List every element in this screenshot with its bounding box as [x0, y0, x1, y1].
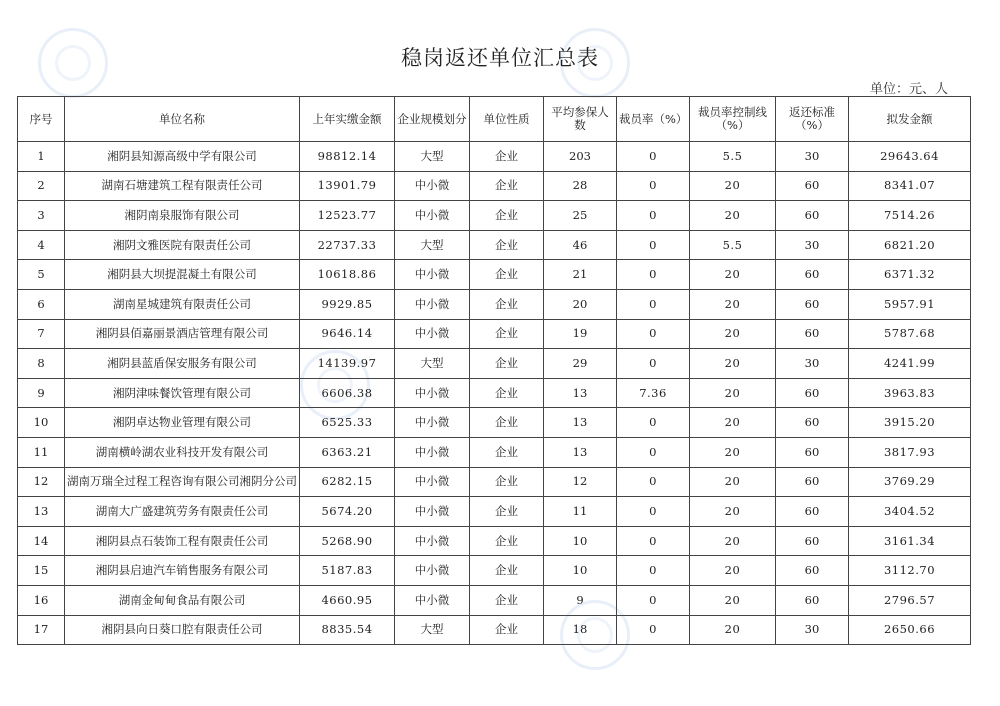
cell-name: 湖南石塘建筑工程有限责任公司 [65, 171, 300, 201]
cell-layoff-rate: 0 [617, 408, 690, 438]
cell-amount: 29643.64 [849, 142, 971, 172]
cell-nature: 企业 [470, 408, 544, 438]
cell-nature: 企业 [470, 437, 544, 467]
table-row [18, 349, 971, 379]
col-header-return-std: 返还标准（%） [776, 97, 849, 142]
cell-scale: 中小微 [395, 467, 470, 497]
cell-amount: 6821.20 [849, 230, 971, 260]
cell-nature: 企业 [470, 378, 544, 408]
cell-nature: 企业 [470, 556, 544, 586]
col-header-layoff-line: 裁员率控制线（%） [690, 97, 776, 142]
cell-paid: 8835.54 [300, 615, 395, 645]
cell-paid: 22737.33 [300, 230, 395, 260]
table-row [18, 142, 971, 172]
cell-nature: 企业 [470, 467, 544, 497]
cell-paid: 6363.21 [300, 437, 395, 467]
cell-nature: 企业 [470, 615, 544, 645]
cell-amount: 3161.34 [849, 526, 971, 556]
cell-insured: 20 [544, 289, 617, 319]
cell-nature: 企业 [470, 497, 544, 527]
cell-amount: 3404.52 [849, 497, 971, 527]
cell-nature: 企业 [470, 319, 544, 349]
cell-paid: 4660.95 [300, 585, 395, 615]
col-header-scale: 企业规模划分 [395, 97, 470, 142]
table-row [18, 497, 971, 527]
cell-return-std: 60 [776, 201, 849, 231]
cell-nature: 企业 [470, 201, 544, 231]
cell-return-std: 60 [776, 497, 849, 527]
cell-layoff-line: 20 [690, 289, 776, 319]
cell-index: 12 [18, 467, 65, 497]
cell-layoff-rate: 0 [617, 319, 690, 349]
cell-index: 3 [18, 201, 65, 231]
cell-layoff-rate: 0 [617, 526, 690, 556]
cell-layoff-line: 5.5 [690, 230, 776, 260]
cell-layoff-rate: 0 [617, 171, 690, 201]
cell-scale: 中小微 [395, 437, 470, 467]
cell-return-std: 60 [776, 408, 849, 438]
cell-scale: 中小微 [395, 260, 470, 290]
cell-insured: 13 [544, 378, 617, 408]
cell-name: 湘阴县启迪汽车销售服务有限公司 [65, 556, 300, 586]
cell-return-std: 30 [776, 615, 849, 645]
table-row [18, 378, 971, 408]
cell-scale: 中小微 [395, 289, 470, 319]
table-row [18, 437, 971, 467]
cell-name: 湘阴津味餐饮管理有限公司 [65, 378, 300, 408]
cell-index: 13 [18, 497, 65, 527]
cell-paid: 12523.77 [300, 201, 395, 231]
col-header-layoff-rate: 裁员率（%） [617, 97, 690, 142]
summary-table [17, 96, 971, 645]
cell-layoff-rate: 0 [617, 585, 690, 615]
cell-insured: 28 [544, 171, 617, 201]
cell-amount: 3963.83 [849, 378, 971, 408]
cell-amount: 5787.68 [849, 319, 971, 349]
cell-index: 5 [18, 260, 65, 290]
cell-paid: 6525.33 [300, 408, 395, 438]
cell-insured: 10 [544, 556, 617, 586]
col-header-amount: 拟发金额 [849, 97, 971, 142]
cell-return-std: 60 [776, 437, 849, 467]
cell-name: 湘阴县佰嘉丽景酒店管理有限公司 [65, 319, 300, 349]
cell-nature: 企业 [470, 142, 544, 172]
col-header-paid: 上年实缴金额 [300, 97, 395, 142]
cell-scale: 中小微 [395, 556, 470, 586]
cell-name: 湘阴县蓝盾保安服务有限公司 [65, 349, 300, 379]
col-header-name: 单位名称 [65, 97, 300, 142]
cell-return-std: 30 [776, 349, 849, 379]
page-title: 稳岗返还单位汇总表 [401, 46, 599, 70]
cell-return-std: 60 [776, 260, 849, 290]
cell-layoff-rate: 0 [617, 289, 690, 319]
cell-layoff-line: 20 [690, 615, 776, 645]
cell-scale: 大型 [395, 142, 470, 172]
cell-scale: 中小微 [395, 585, 470, 615]
cell-return-std: 60 [776, 585, 849, 615]
cell-name: 湖南星城建筑有限责任公司 [65, 289, 300, 319]
cell-return-std: 60 [776, 556, 849, 586]
cell-insured: 29 [544, 349, 617, 379]
cell-amount: 7514.26 [849, 201, 971, 231]
cell-paid: 9929.85 [300, 289, 395, 319]
cell-nature: 企业 [470, 230, 544, 260]
cell-return-std: 60 [776, 378, 849, 408]
cell-index: 8 [18, 349, 65, 379]
cell-return-std: 60 [776, 289, 849, 319]
cell-layoff-line: 20 [690, 497, 776, 527]
table-row [18, 171, 971, 201]
cell-layoff-rate: 0 [617, 230, 690, 260]
cell-scale: 中小微 [395, 526, 470, 556]
cell-paid: 5268.90 [300, 526, 395, 556]
cell-scale: 中小微 [395, 408, 470, 438]
cell-paid: 6282.15 [300, 467, 395, 497]
cell-layoff-line: 20 [690, 585, 776, 615]
cell-name: 湖南大广盛建筑劳务有限责任公司 [65, 497, 300, 527]
cell-scale: 中小微 [395, 378, 470, 408]
cell-scale: 大型 [395, 349, 470, 379]
cell-layoff-line: 20 [690, 378, 776, 408]
cell-layoff-rate: 0 [617, 260, 690, 290]
cell-index: 4 [18, 230, 65, 260]
cell-layoff-line: 20 [690, 437, 776, 467]
cell-return-std: 60 [776, 319, 849, 349]
cell-name: 湘阴南泉服饰有限公司 [65, 201, 300, 231]
table-row [18, 230, 971, 260]
cell-amount: 3915.20 [849, 408, 971, 438]
cell-name: 湖南金甸甸食品有限公司 [65, 585, 300, 615]
cell-layoff-rate: 0 [617, 349, 690, 379]
cell-layoff-line: 20 [690, 201, 776, 231]
cell-insured: 9 [544, 585, 617, 615]
table-row [18, 585, 971, 615]
cell-insured: 21 [544, 260, 617, 290]
cell-index: 7 [18, 319, 65, 349]
cell-insured: 203 [544, 142, 617, 172]
cell-name: 湘阴文雅医院有限责任公司 [65, 230, 300, 260]
cell-paid: 9646.14 [300, 319, 395, 349]
cell-nature: 企业 [470, 349, 544, 379]
cell-paid: 5187.83 [300, 556, 395, 586]
cell-layoff-rate: 0 [617, 201, 690, 231]
cell-layoff-line: 20 [690, 556, 776, 586]
table-row [18, 408, 971, 438]
cell-index: 10 [18, 408, 65, 438]
cell-index: 16 [18, 585, 65, 615]
cell-index: 6 [18, 289, 65, 319]
cell-scale: 中小微 [395, 201, 470, 231]
table-row [18, 289, 971, 319]
cell-insured: 13 [544, 437, 617, 467]
table-row [18, 556, 971, 586]
cell-paid: 14139.97 [300, 349, 395, 379]
cell-amount: 6371.32 [849, 260, 971, 290]
cell-nature: 企业 [470, 260, 544, 290]
cell-insured: 13 [544, 408, 617, 438]
cell-paid: 13901.79 [300, 171, 395, 201]
table-header-row [18, 97, 971, 142]
cell-nature: 企业 [470, 526, 544, 556]
cell-layoff-rate: 0 [617, 556, 690, 586]
cell-amount: 8341.07 [849, 171, 971, 201]
cell-layoff-line: 5.5 [690, 142, 776, 172]
cell-insured: 19 [544, 319, 617, 349]
cell-name: 湘阴县大坝提混凝土有限公司 [65, 260, 300, 290]
cell-scale: 大型 [395, 230, 470, 260]
cell-amount: 3769.29 [849, 467, 971, 497]
cell-layoff-rate: 0 [617, 497, 690, 527]
cell-name: 湘阴卓达物业管理有限公司 [65, 408, 300, 438]
cell-layoff-rate: 0 [617, 437, 690, 467]
cell-name: 湘阴县点石装饰工程有限责任公司 [65, 526, 300, 556]
cell-insured: 11 [544, 497, 617, 527]
cell-return-std: 60 [776, 526, 849, 556]
cell-name: 湘阴县知源高级中学有限公司 [65, 142, 300, 172]
cell-return-std: 30 [776, 142, 849, 172]
cell-paid: 98812.14 [300, 142, 395, 172]
cell-amount: 2796.57 [849, 585, 971, 615]
cell-nature: 企业 [470, 585, 544, 615]
cell-amount: 5957.91 [849, 289, 971, 319]
col-header-nature: 单位性质 [470, 97, 544, 142]
cell-layoff-line: 20 [690, 467, 776, 497]
cell-insured: 12 [544, 467, 617, 497]
cell-layoff-rate: 7.36 [617, 378, 690, 408]
cell-layoff-line: 20 [690, 349, 776, 379]
table-row [18, 615, 971, 645]
cell-insured: 10 [544, 526, 617, 556]
cell-layoff-line: 20 [690, 526, 776, 556]
cell-index: 1 [18, 142, 65, 172]
cell-layoff-rate: 0 [617, 467, 690, 497]
cell-index: 14 [18, 526, 65, 556]
cell-index: 11 [18, 437, 65, 467]
table-row [18, 260, 971, 290]
cell-layoff-line: 20 [690, 319, 776, 349]
cell-insured: 46 [544, 230, 617, 260]
cell-insured: 18 [544, 615, 617, 645]
table-row [18, 319, 971, 349]
cell-paid: 6606.38 [300, 378, 395, 408]
cell-name: 湖南万瑞全过程工程咨询有限公司湘阴分公司 [65, 467, 300, 497]
table-row [18, 201, 971, 231]
cell-name: 湖南横岭湖农业科技开发有限公司 [65, 437, 300, 467]
cell-index: 17 [18, 615, 65, 645]
col-header-index: 序号 [18, 97, 65, 142]
cell-return-std: 30 [776, 230, 849, 260]
cell-name: 湘阴县向日葵口腔有限责任公司 [65, 615, 300, 645]
cell-nature: 企业 [470, 289, 544, 319]
cell-scale: 中小微 [395, 497, 470, 527]
cell-amount: 4241.99 [849, 349, 971, 379]
cell-paid: 10618.86 [300, 260, 395, 290]
cell-scale: 中小微 [395, 171, 470, 201]
cell-index: 15 [18, 556, 65, 586]
cell-nature: 企业 [470, 171, 544, 201]
cell-insured: 25 [544, 201, 617, 231]
cell-layoff-line: 20 [690, 171, 776, 201]
col-header-insured: 平均参保人数 [544, 97, 617, 142]
cell-scale: 大型 [395, 615, 470, 645]
cell-amount: 3817.93 [849, 437, 971, 467]
cell-layoff-line: 20 [690, 260, 776, 290]
cell-amount: 3112.70 [849, 556, 971, 586]
cell-index: 9 [18, 378, 65, 408]
cell-scale: 中小微 [395, 319, 470, 349]
cell-return-std: 60 [776, 171, 849, 201]
cell-amount: 2650.66 [849, 615, 971, 645]
table-row [18, 467, 971, 497]
cell-return-std: 60 [776, 467, 849, 497]
cell-index: 2 [18, 171, 65, 201]
unit-note: 单位：元、人 [869, 82, 948, 97]
cell-layoff-line: 20 [690, 408, 776, 438]
cell-paid: 5674.20 [300, 497, 395, 527]
table-row [18, 526, 971, 556]
cell-layoff-rate: 0 [617, 142, 690, 172]
cell-layoff-rate: 0 [617, 615, 690, 645]
